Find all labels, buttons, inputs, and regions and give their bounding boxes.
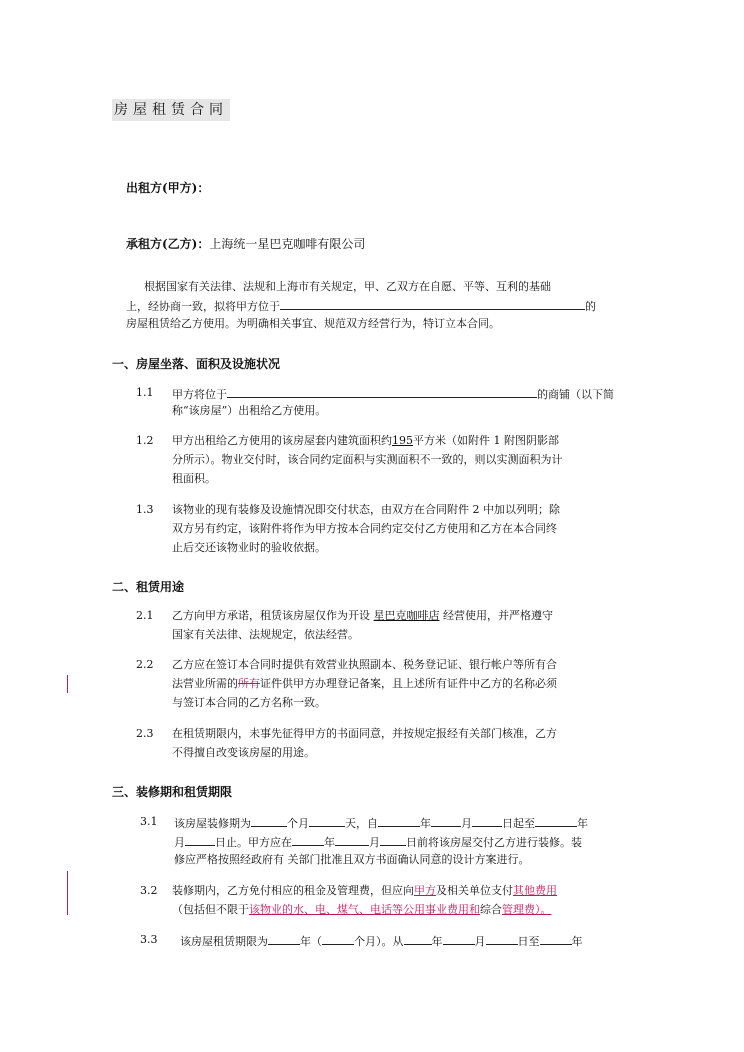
clause-2-3-line-2: 不得擅自改变该房屋的用途。 <box>172 746 315 759</box>
section-3-title: 三、装修期和租赁期限 <box>112 785 233 799</box>
lessee-name: 上海统一星巴克咖啡有限公司 <box>209 237 366 251</box>
revised-text: 该物业的水、电、煤气、电话等公用事业费用 <box>249 903 469 916</box>
clause-1-1-line-1: 甲方将位于 的商铺（以下简 <box>172 383 614 405</box>
clause-1-2-line-3: 租面积。 <box>172 472 216 485</box>
revised-text: 甲方 <box>414 884 436 897</box>
shop-location-blank <box>227 383 537 398</box>
clause-2-2-number: 2.2 <box>136 658 154 671</box>
clause-1-2-number: 1.2 <box>136 434 154 447</box>
clause-3-1-number: 3.1 <box>140 815 158 828</box>
revised-text: 和 <box>469 903 480 916</box>
lessor-line <box>126 179 209 196</box>
clause-1-3-line-1: 该物业的现有装修及设施情况即交付状态，由双方在合同附件 2 中加以列明；除 <box>172 503 560 516</box>
revised-text: ）。 <box>535 903 552 916</box>
intro-line-2: 上，经协商一致，拟将甲方位于 的 <box>126 295 596 317</box>
clause-3-3-number: 3.3 <box>140 933 158 946</box>
clause-3-2-number: 3.2 <box>140 884 158 897</box>
intro-line-3: 房屋租赁给乙方使用。为明确相关事宜、规范双方经营行为，特订立本合同。 <box>126 317 500 330</box>
section-1-title: 一、房屋坐落、面积及设施状况 <box>112 357 281 371</box>
revision-bar <box>67 871 68 915</box>
shop-type-value: 星巴克咖啡店 <box>373 609 440 622</box>
clause-3-3-line-1: 该房屋租赁期限为 年（ 个月）。从 年 月 日至 年 <box>180 930 583 952</box>
lessee-label: 承租方(乙方)： <box>126 237 210 251</box>
location-blank <box>280 295 585 310</box>
clause-1-2-line-1: 甲方出租给乙方使用的该房屋套内建筑面积约195平方米（如附件 1 附图阴影部 <box>172 434 559 447</box>
clause-1-1-number: 1.1 <box>136 386 154 399</box>
clause-2-3-number: 2.3 <box>136 727 154 740</box>
clause-2-2-line-3: 与签订本合同的乙方名称一致。 <box>172 696 326 709</box>
clause-3-1-line-3: 修应严格按照经政府有 关部门批准且双方书面确认同意的设计方案进行。 <box>174 853 530 866</box>
clause-2-2-line-2: 法营业所需的所有证件供甲方办理登记备案，且上述所有证件中乙方的名称必须 <box>172 677 557 690</box>
clause-2-1-line-2: 国家有关法律、法规规定，依法经营。 <box>172 628 359 641</box>
lessee-line <box>126 235 365 252</box>
revised-text: 其他费用 <box>513 884 557 897</box>
clause-2-3-line-1: 在租赁期限内，未事先征得甲方的书面同意，并按规定报经有关部门核准，乙方 <box>172 727 557 740</box>
clause-3-1-line-1: 该房屋装修期为 个月 天，自 年 月 日起至 年 <box>174 812 588 834</box>
section-2-title: 二、租赁用途 <box>112 580 185 594</box>
clause-1-2-line-2: 分所示）。物业交付时，该合同约定面积与实测面积不一致的，则以实测面积为计 <box>172 453 563 466</box>
clause-3-2-line-2: （包括但不限于该物业的水、电、煤气、电话等公用事业费用和综合管理费）。 <box>172 903 552 916</box>
deleted-text: 所有 <box>238 677 260 690</box>
clause-1-3-line-2: 双方另有约定，该附件将作为甲方按本合同约定交付乙方使用和乙方在本合同终 <box>172 522 557 535</box>
clause-3-2-line-1: 装修期内，乙方免付相应的租金及管理费，但应向甲方及相关单位支付其他费用 <box>172 884 557 897</box>
revision-bar <box>67 675 68 693</box>
area-value: 195 <box>392 434 413 447</box>
intro-line-1: 根据国家有关法律、法规和上海市有关规定，甲、乙双方在自愿、平等、互利的基础 <box>144 280 551 293</box>
document-title: 房屋租赁合同 <box>112 99 230 121</box>
clause-1-3-line-3: 止后交还该物业时的验收依据。 <box>172 541 326 554</box>
clause-1-1-line-2: 称“该房屋”）出租给乙方使用。 <box>172 404 327 417</box>
clause-3-1-line-2: 月 日止。甲方应在 年 月 日前将该房屋交付乙方进行装修。装 <box>174 831 582 853</box>
lessor-label: 出租方(甲方)： <box>126 181 210 195</box>
clause-1-3-number: 1.3 <box>136 503 154 516</box>
clause-2-1-number: 2.1 <box>136 609 154 622</box>
clause-2-2-line-1: 乙方应在签订本合同时提供有效营业执照副本、税务登记证、银行帐户等所有合 <box>172 658 557 671</box>
revised-text: 管理费 <box>502 903 535 916</box>
clause-2-1-line-1: 乙方向甲方承诺，租赁该房屋仅作为开设 星巴克咖啡店 经营使用，并严格遵守 <box>172 609 553 622</box>
